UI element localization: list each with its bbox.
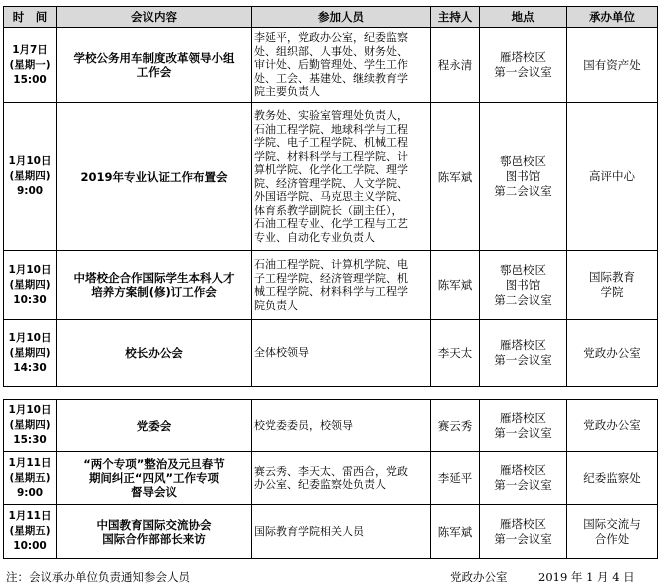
attendees-text: 石油工程专业、化学工程与工艺 (254, 217, 408, 230)
issue-date: 2019 年 1 月 4 日 (538, 570, 635, 584)
table-row (4, 452, 658, 505)
host-name: 李延平 (437, 471, 473, 485)
attendees-text: 石油工程学院、地球科学与工程 (254, 122, 408, 136)
meeting-topic: 学校公务用车制度改革领导小组 (73, 51, 235, 65)
meeting-date: 1月10日 (8, 404, 52, 416)
cell-content (57, 452, 252, 505)
cell-time (4, 251, 57, 320)
organizer-text: 国际交流与 (583, 516, 641, 531)
attendees-text: 办公室、纪委监察处负责人 (254, 478, 386, 491)
host-name: 陈军斌 (437, 524, 473, 539)
cell-attendees (252, 251, 431, 320)
organizer-text: 合作处 (594, 531, 630, 546)
meeting-weekday: (星期一) (9, 58, 51, 71)
location-text: 鄠邑校区 (500, 262, 546, 277)
table-row (4, 251, 658, 320)
header-location: 地点 (480, 7, 567, 28)
meeting-date: 1月10日 (8, 155, 52, 167)
cell-location (480, 320, 567, 387)
attendees-text: 院负责人 (254, 298, 298, 312)
schedule-table-2 (3, 399, 658, 559)
cell-time (4, 505, 57, 559)
meeting-weekday: (星期五) (9, 471, 51, 484)
meeting-topic: 培养方案制(修)订工作会 (91, 285, 217, 299)
attendees-text: 体育系教学副院长（副主任）， (254, 203, 403, 217)
cell-host (431, 452, 480, 505)
table-header-row (4, 7, 658, 28)
location-text: 第一会议室 (494, 65, 552, 79)
location-text: 第一会议室 (494, 425, 552, 440)
cell-location (480, 28, 567, 103)
host-name: 程永清 (437, 58, 473, 72)
cell-location (480, 505, 567, 559)
header-attendees: 参加人员 (252, 7, 431, 28)
cell-time (4, 320, 57, 387)
meeting-topic: 工作会 (136, 65, 172, 79)
meeting-date: 1月7日 (12, 43, 48, 56)
cell-time (4, 103, 57, 251)
attendees-text: 学院、材料科学与工程学院、计 (254, 149, 408, 163)
cell-attendees (252, 452, 431, 505)
cell-location (480, 452, 567, 505)
cell-organizer (567, 505, 658, 559)
meeting-time: 15:00 (13, 73, 47, 86)
attendees-text: 国际教育学院相关人员 (254, 524, 364, 538)
table-row (4, 103, 658, 251)
cell-host (431, 505, 480, 559)
meeting-time: 10:30 (13, 293, 47, 306)
attendees-text: 全体校领导 (254, 346, 309, 360)
attendees-text: 外国语学院、马克思主义学院、 (254, 190, 408, 203)
cell-content (57, 400, 252, 452)
table-row (4, 400, 658, 452)
table-row (4, 28, 658, 103)
organizer-text: 高评中心 (589, 169, 635, 183)
host-name: 陈军斌 (437, 169, 473, 184)
meeting-time: 9:00 (16, 185, 44, 197)
meeting-topic: 中国教育国际交流协会 (96, 517, 212, 532)
organizer-text: 党政办公室 (583, 418, 641, 432)
meeting-topic: 中塔校企合作国际学生本科人才 (73, 271, 235, 285)
header-time: 时 间 (4, 7, 57, 28)
meeting-date: 1月11日 (8, 510, 52, 522)
schedule-table-1 (3, 6, 658, 387)
attendees-text: 校党委委员，校领导 (254, 418, 353, 432)
cell-attendees (252, 400, 431, 452)
table-row (4, 320, 658, 387)
cell-attendees (252, 505, 431, 559)
location-text: 第二会议室 (494, 184, 552, 198)
attendees-text: 专业、自动化专业负责人 (254, 230, 375, 244)
attendees-text: 子工程学院、经济管理学院、机 (254, 271, 408, 285)
attendees-text: 石油工程学院、计算机学院、电 (254, 258, 408, 271)
meeting-topic: 国际合作部部长来访 (102, 531, 206, 546)
cell-time (4, 452, 57, 505)
meeting-time: 15:30 (13, 434, 47, 446)
cell-attendees (252, 320, 431, 387)
attendees-text: 审计处、后勤管理处、学生工作 (254, 58, 408, 72)
table-row (4, 505, 658, 559)
organizer-text: 纪委监察处 (583, 470, 641, 485)
meeting-topic: 期间纠正“四风”工作专项 (88, 471, 220, 485)
location-text: 雁塔校区 (500, 410, 546, 425)
location-text: 雁塔校区 (500, 463, 546, 477)
attendees-text: 械工程学院、材料科学与工程学 (254, 285, 408, 298)
footnote: 注：会议承办单位负责通知参会人员 (6, 570, 190, 584)
location-text: 第一会议室 (494, 478, 552, 492)
organizer-text: 国际教育 (589, 270, 635, 284)
attendees-text: 李延平，党政办公室，纪委监察 (254, 31, 408, 45)
host-name: 李天太 (437, 346, 473, 360)
cell-organizer (567, 320, 658, 387)
meeting-topic: “两个专项”整治及元旦春节 (83, 457, 225, 471)
cell-location (480, 251, 567, 320)
attendees-text: 赛云秀、李天太、雷西合，党政 (254, 464, 408, 478)
meeting-date: 1月10日 (8, 263, 52, 276)
cell-organizer (567, 28, 658, 103)
cell-content (57, 505, 252, 559)
cell-content (57, 103, 252, 251)
issuer-signature: 党政办公室 (450, 570, 508, 584)
attendees-text: 教务处、实验室管理处负责人， (254, 109, 408, 122)
location-text: 图书馆 (505, 277, 541, 292)
cell-organizer (567, 251, 658, 320)
organizer-text: 党政办公室 (583, 345, 641, 360)
attendees-text: 处、工会、基建处、继续教育学 (254, 71, 408, 85)
attendees-text: 处、组织部、人事处、财务处、 (254, 44, 408, 58)
meeting-date: 1月11日 (8, 456, 52, 469)
location-text: 图书馆 (505, 169, 541, 183)
host-name: 赛云秀 (437, 418, 473, 433)
meeting-weekday: (星期四) (9, 278, 51, 291)
meeting-weekday: (星期四) (9, 170, 51, 182)
meeting-topic: 2019年专业认证工作布置会 (80, 169, 228, 184)
cell-organizer (567, 452, 658, 505)
cell-location (480, 400, 567, 452)
cell-time (4, 28, 57, 103)
cell-organizer (567, 103, 658, 251)
cell-host (431, 400, 480, 452)
header-organizer: 承办单位 (567, 7, 658, 28)
meeting-time: 10:00 (13, 540, 47, 552)
cell-content (57, 251, 252, 320)
header-host: 主持人 (431, 7, 480, 28)
meeting-time: 14:30 (13, 361, 47, 374)
attendees-text: 算机学院、化学化工学院、理学 (254, 163, 408, 176)
meeting-weekday: (星期四) (9, 419, 51, 431)
cell-attendees (252, 28, 431, 103)
meeting-weekday: (星期四) (9, 346, 51, 359)
location-text: 雁塔校区 (500, 338, 546, 352)
location-text: 第二会议室 (494, 292, 552, 307)
location-text: 第一会议室 (494, 531, 552, 546)
attendees-text: 院、经济管理学院、人文学院、 (254, 176, 408, 190)
header-content: 会议内容 (57, 7, 252, 28)
meeting-time: 9:00 (16, 486, 44, 499)
cell-content (57, 28, 252, 103)
cell-host (431, 103, 480, 251)
host-name: 陈军斌 (437, 278, 473, 292)
cell-content (57, 320, 252, 387)
cell-host (431, 320, 480, 387)
cell-host (431, 28, 480, 103)
organizer-text: 国有资产处 (583, 57, 641, 72)
cell-location (480, 103, 567, 251)
meeting-weekday: (星期五) (9, 525, 51, 537)
meeting-topic: 督导会议 (131, 485, 177, 499)
location-text: 鄠邑校区 (500, 154, 546, 168)
cell-host (431, 251, 480, 320)
location-text: 雁塔校区 (500, 50, 546, 64)
cell-organizer (567, 400, 658, 452)
location-text: 第一会议室 (494, 353, 552, 367)
attendees-text: 学院、电子工程学院、机械工程 (254, 136, 408, 149)
cell-time (4, 400, 57, 452)
meeting-date: 1月10日 (8, 331, 52, 344)
cell-attendees (252, 103, 431, 251)
organizer-text: 学院 (600, 285, 624, 299)
attendees-text: 院主要负责人 (254, 85, 320, 99)
meeting-topic: 校长办公会 (125, 346, 183, 360)
meeting-topic: 党委会 (136, 418, 172, 433)
location-text: 雁塔校区 (500, 516, 546, 531)
